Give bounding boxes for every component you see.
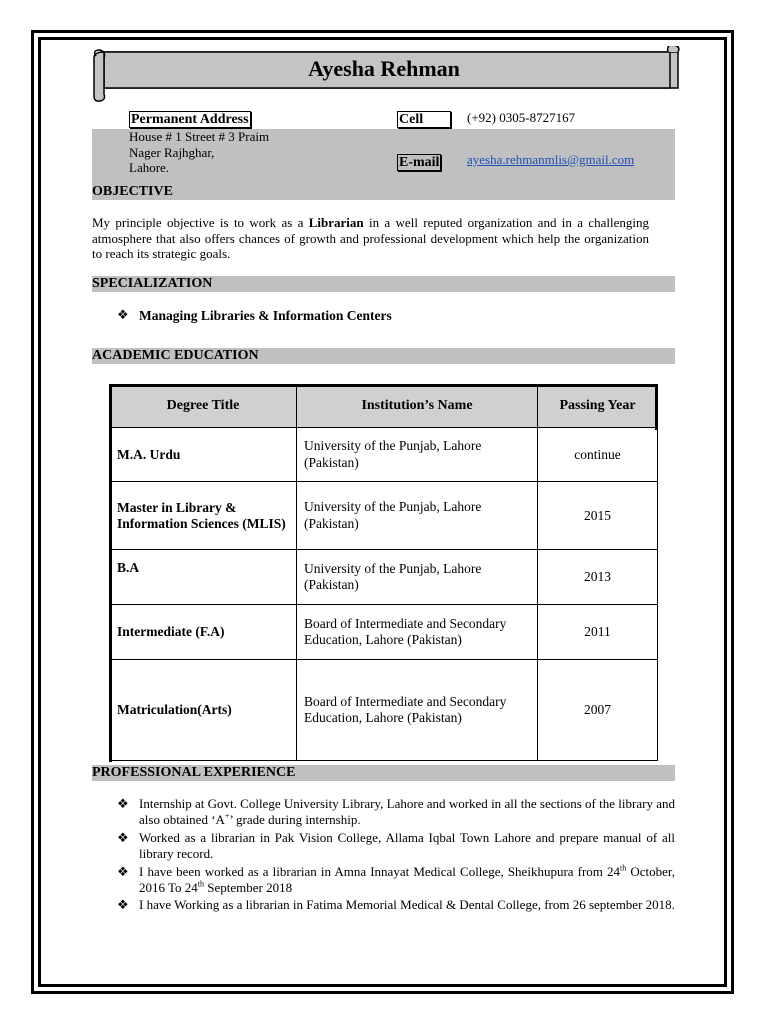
objective-heading: OBJECTIVE (92, 184, 173, 199)
address-lines (129, 129, 269, 176)
degree-cell: Matriculation(Arts) (110, 660, 297, 761)
experience-text: October, 2016 To 24 (139, 864, 675, 895)
objective-text-start: My principle objective is to work as a (92, 215, 304, 230)
column-header-institution: Institution’s Name (297, 385, 538, 428)
institution-cell: Board of Intermediate and Secondary Education, Lahore (Pakistan) (297, 660, 538, 761)
diamond-bullet-icon: ❖ (117, 830, 129, 845)
cell-label: Cell (397, 111, 451, 128)
table-shadow-top (109, 384, 658, 387)
institution-cell: University of the Punjab, Lahore (Pakistan) (297, 482, 538, 550)
column-header-degree: Degree Title (110, 385, 297, 428)
superscript: th (197, 879, 205, 889)
table-shadow-right (655, 384, 658, 430)
specialization-item: Managing Libraries & Information Centers (139, 308, 392, 323)
experience-text: I have been worked as a librarian in Amna Innayat Medical College, Sheikhupura from 24 (139, 864, 621, 879)
table-row (110, 428, 658, 482)
institution-cell: University of the Punjab, Lahore (Pakistan) (297, 428, 538, 482)
address-line: House # 1 Street # 3 Praim (129, 129, 270, 144)
diamond-bullet-icon: ❖ (117, 307, 129, 322)
cell-value: (+92) 0305-8727167 (467, 110, 576, 125)
experience-heading: PROFESSIONAL EXPERIENCE (92, 765, 675, 781)
year-cell: 2007 (538, 660, 658, 761)
email-link[interactable]: ayesha.rehmanmlis@gmail.com (467, 152, 635, 167)
superscript: th (620, 863, 627, 873)
table-row (110, 550, 658, 605)
diamond-bullet-icon: ❖ (117, 864, 129, 879)
degree-cell: Intermediate (F.A) (110, 605, 297, 660)
table-row (110, 482, 658, 550)
candidate-name: Ayesha Rehman (308, 56, 460, 81)
institution-cell: Board of Intermediate and Secondary Education, Lahore (Pakistan) (297, 605, 538, 660)
education-table (109, 384, 658, 761)
objective-text (92, 215, 649, 262)
superscript: + (224, 811, 230, 821)
table-shadow-left (109, 384, 112, 762)
experience-text: Internship at Govt. College University Library, Lahore and worked in all the sections of the library and also obtained ‘A (139, 796, 675, 827)
address-line: Lahore. (129, 160, 170, 175)
diamond-bullet-icon: ❖ (117, 796, 129, 811)
year-cell: continue (538, 428, 658, 482)
address-line: Nager Rajhghar, (129, 144, 215, 160)
specialization-heading: SPECIALIZATION (92, 276, 675, 292)
objective-text-end: in a well reputed organization and in a challenging atmosphere that also offers chances of growth and professional development which help the organization to reach its strategic goals. (92, 215, 649, 261)
table-header-row (110, 385, 658, 428)
experience-text: ’ grade during internship. (229, 812, 361, 827)
permanent-address-label: Permanent Address (131, 112, 249, 127)
degree-cell: M.A. Urdu (110, 428, 297, 482)
experience-text: I have Working as a librarian in Fatima Memorial Medical & Dental College, from 26 september 2018. (139, 897, 675, 912)
diamond-bullet-icon: ❖ (117, 897, 129, 912)
column-header-year: Passing Year (538, 385, 658, 428)
table-row (110, 605, 658, 660)
experience-item (139, 830, 675, 862)
objective-text-bold: Librarian (308, 215, 364, 230)
experience-text: September 2018 (204, 880, 293, 895)
experience-item (139, 864, 675, 896)
experience-text: Worked as a librarian in Pak Vision College, Allama Iqbal Town Lahore and prepare manual of all library record. (139, 830, 675, 861)
email-label: E-mail (399, 155, 440, 170)
institution-cell: University of the Punjab, Lahore (Pakistan) (297, 550, 538, 605)
experience-item (139, 897, 675, 913)
degree-cell: B.A (110, 550, 297, 605)
year-cell: 2011 (538, 605, 658, 660)
education-heading: ACADEMIC EDUCATION (92, 348, 675, 364)
table-row (110, 660, 658, 761)
degree-cell: Master in Library & Information Sciences (MLIS) (110, 482, 297, 550)
year-cell: 2015 (538, 482, 658, 550)
year-cell: 2013 (538, 550, 658, 605)
experience-item (139, 796, 675, 828)
